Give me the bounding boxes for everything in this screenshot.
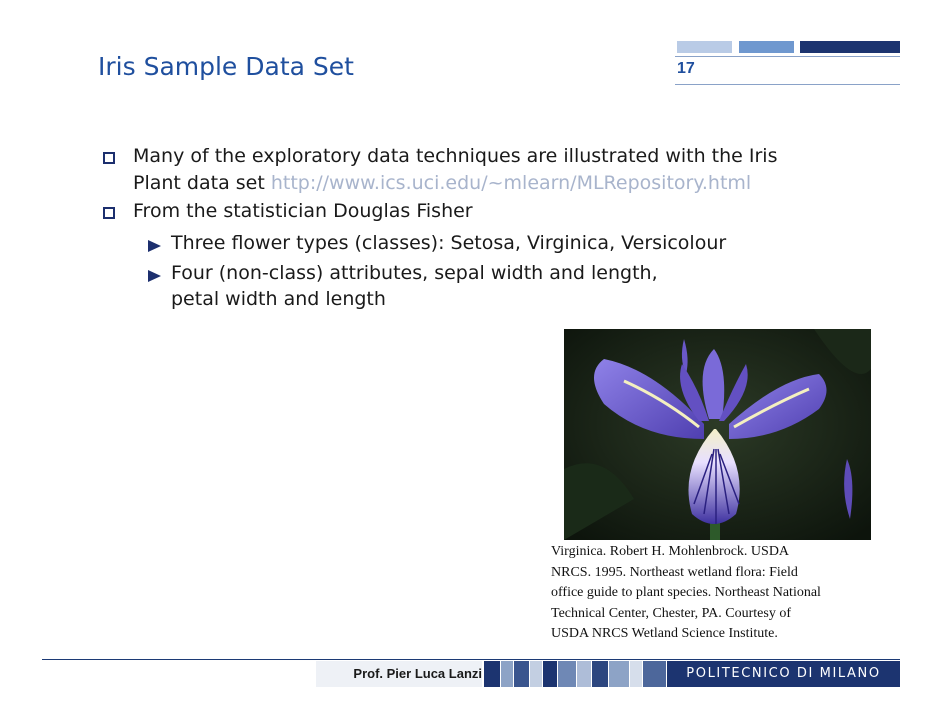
bullet-1-line-1: Many of the exploratory data techniques are illustrated with the Iris: [133, 145, 778, 167]
caption-line: Technical Center, Chester, PA. Courtesy of: [551, 605, 791, 621]
footer-rule: [42, 659, 900, 660]
sub-bullet-2-line-1: Four (non-class) attributes, sepal width and length,: [171, 262, 658, 284]
footer-block: [501, 661, 513, 687]
arrow-bullet-icon: [148, 270, 161, 282]
caption-line: Virginica. Robert H. Mohlenbrock. USDA: [551, 544, 790, 559]
caption-line: office guide to plant species. Northeast National: [551, 585, 821, 600]
slide-title: Iris Sample Data Set: [98, 52, 354, 81]
footer-block: [630, 661, 642, 687]
footer-block: [514, 661, 529, 687]
sub-bullet-1: Three flower types (classes): Setosa, Virginica, Versicolour: [171, 232, 727, 254]
caption-line: USDA NRCS Wetland Science Institute.: [551, 626, 778, 641]
bullet-box-icon: [103, 152, 115, 164]
header-bar-dark: [800, 41, 900, 53]
footer-block: [643, 661, 666, 687]
footer-author: Prof. Pier Luca Lanzi: [316, 661, 482, 687]
sub-bullet-2-line-2: petal width and length: [171, 288, 386, 310]
header-rule-bottom: [675, 84, 900, 85]
page-number: 17: [677, 60, 695, 77]
bullet-1-text: Plant data set: [133, 172, 271, 194]
header-bar-mid: [739, 41, 794, 53]
footer-block: [609, 661, 629, 687]
iris-virginica-photo: [564, 329, 871, 540]
bullet-2-line-1: From the statistician Douglas Fisher: [133, 200, 473, 222]
institution-logo: POLITECNICO DI MILANO: [667, 661, 900, 687]
footer-block: [577, 661, 591, 687]
bullet-box-icon: [103, 207, 115, 219]
footer-block: [558, 661, 576, 687]
arrow-bullet-icon: [148, 240, 161, 252]
caption-line: NRCS. 1995. Northeast wetland flora: Field: [551, 564, 798, 580]
bullet-1-line-2: [133, 172, 751, 194]
footer-block: [484, 661, 500, 687]
repository-link[interactable]: http://www.ics.uci.edu/~mlearn/MLRepository.html: [270, 172, 752, 194]
iris-flower-illustration: [564, 329, 871, 540]
header-bar-light: [677, 41, 732, 53]
footer-block: [530, 661, 542, 687]
footer-block: [592, 661, 608, 687]
header-rule-top: [675, 56, 900, 57]
footer-block: [543, 661, 557, 687]
photo-caption: [551, 542, 881, 645]
